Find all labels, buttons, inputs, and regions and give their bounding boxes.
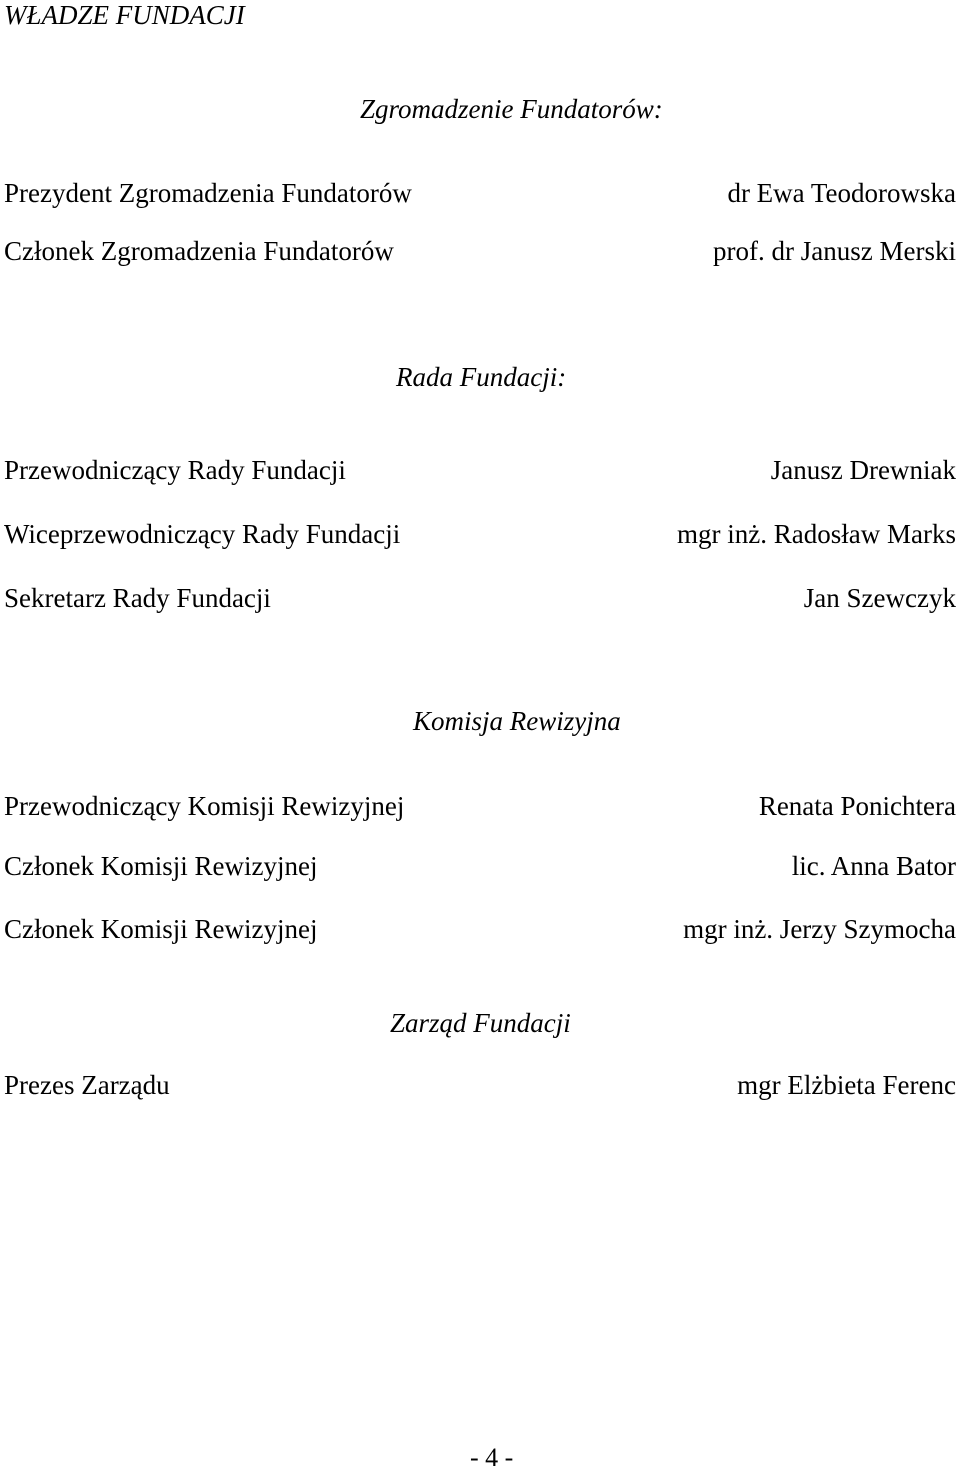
role-label: Prezes Zarządu [4,1070,170,1100]
person-name: dr Ewa Teodorowska [727,178,956,208]
role-label: Członek Komisji Rewizyjnej [4,851,318,881]
person-name: lic. Anna Bator [791,851,956,881]
page-number: - 4 - [470,1443,514,1472]
document-title: WŁADZE FUNDACJI [4,0,245,30]
person-name: Jan Szewczyk [803,583,956,613]
person-name: Renata Ponichtera [758,791,956,821]
role-label: Prezydent Zgromadzenia Fundatorów [4,178,412,208]
person-name: Janusz Drewniak [770,455,956,485]
role-label: Członek Komisji Rewizyjnej [4,914,318,944]
section-heading-founders-assembly: Zgromadzenie Fundatorów: [360,94,663,124]
person-name: mgr inż. Jerzy Szymocha [683,914,956,944]
role-label: Sekretarz Rady Fundacji [4,583,271,613]
section-heading-management-board: Zarząd Fundacji [390,1008,571,1038]
section-heading-foundation-council: Rada Fundacji: [396,362,567,392]
role-label: Wiceprzewodniczący Rady Fundacji [4,519,401,549]
person-name: mgr inż. Radosław Marks [677,519,956,549]
person-name: prof. dr Janusz Merski [713,236,956,266]
role-label: Przewodniczący Rady Fundacji [4,455,346,485]
role-label: Członek Zgromadzenia Fundatorów [4,236,394,266]
person-name: mgr Elżbieta Ferenc [737,1070,956,1100]
section-heading-audit-committee: Komisja Rewizyjna [413,706,621,736]
role-label: Przewodniczący Komisji Rewizyjnej [4,791,405,821]
